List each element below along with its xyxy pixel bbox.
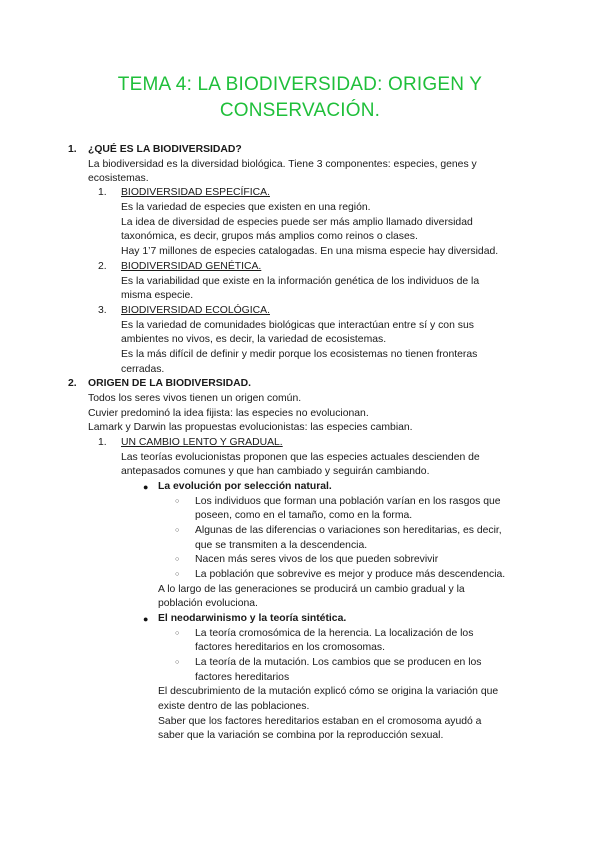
list-item-line: La teoría cromosómica de la herencia. La localización de los bbox=[195, 628, 474, 639]
paragraph-line: existe dentro de las poblaciones. bbox=[158, 701, 310, 712]
circle-bullet-icon: ○ bbox=[175, 556, 180, 563]
circle-bullet-icon: ○ bbox=[175, 571, 180, 578]
paragraph-line: misma especie. bbox=[121, 290, 194, 301]
list-item-line: La población que sobrevive es mejor y produce más descendencia. bbox=[195, 569, 506, 580]
paragraph-line: saber que la variación se combina por la reproducción sexual. bbox=[158, 730, 444, 741]
subsection-1-2-heading: BIODIVERSIDAD GENÉTICA. bbox=[121, 261, 262, 272]
list-item-line: Los individuos que forman una población varían en los rasgos que bbox=[195, 496, 501, 507]
paragraph-line: antepasados comunes y que han cambiado y seguirán cambiando. bbox=[121, 466, 430, 477]
document-title-line-2: CONSERVACIÓN. bbox=[219, 100, 381, 121]
subsection-2-1-number: 1. bbox=[98, 437, 107, 448]
list-item-line: Nacen más seres vivos de los que pueden sobrevivir bbox=[195, 554, 439, 565]
list-item-line: Algunas de las diferencias o variaciones son hereditarias, es decir, bbox=[195, 525, 502, 536]
document-title-line-1: TEMA 4: LA BIODIVERSIDAD: ORIGEN Y bbox=[117, 74, 483, 95]
paragraph-line: Hay 1’7 millones de especies catalogadas. En una misma especie hay diversidad. bbox=[121, 246, 499, 257]
section-1-heading: ¿QUÉ ES LA BIODIVERSIDAD? bbox=[88, 144, 242, 155]
list-item-line: poseen, como en el tamaño, como en la forma. bbox=[195, 510, 413, 521]
section-2-number: 2. bbox=[68, 378, 77, 389]
paragraph-line: Todos los seres vivos tienen un origen común. bbox=[88, 393, 302, 404]
circle-bullet-icon: ○ bbox=[175, 498, 180, 505]
paragraph-line: Es la más difícil de definir y medir porque los ecosistemas no tienen fronteras bbox=[121, 349, 478, 360]
subsection-1-1-heading: BIODIVERSIDAD ESPECÍFICA. bbox=[121, 187, 270, 198]
bullet-icon: ● bbox=[143, 482, 149, 492]
bullet-heading: La evolución por selección natural. bbox=[158, 481, 332, 492]
paragraph-line: El descubrimiento de la mutación explicó cómo se origina la variación que bbox=[158, 686, 499, 697]
circle-bullet-icon: ○ bbox=[175, 659, 180, 666]
list-item-line: factores hereditarios en los cromosomas. bbox=[195, 642, 385, 653]
paragraph-line: Es la variedad de comunidades biológicas que interactúan entre sí y con sus bbox=[121, 320, 474, 331]
subsection-1-1-number: 1. bbox=[98, 187, 107, 198]
section-1-intro-line: La biodiversidad es la diversidad biológica. Tiene 3 componentes: especies, genes y bbox=[88, 159, 477, 170]
subsection-2-1-heading: UN CAMBIO LENTO Y GRADUAL. bbox=[121, 437, 283, 448]
paragraph-line: Saber que los factores hereditarios estaban en el cromosoma ayudó a bbox=[158, 716, 482, 727]
circle-bullet-icon: ○ bbox=[175, 630, 180, 637]
list-item-line: que se transmiten a la descendencia. bbox=[195, 540, 368, 551]
bullet-icon: ● bbox=[143, 614, 149, 624]
paragraph-line: taxonómica, es decir, grupos más amplios como reinos o clases. bbox=[121, 231, 418, 242]
list-item-line: La teoría de la mutación. Los cambios que se producen en los bbox=[195, 657, 482, 668]
paragraph-line: Lamark y Darwin las propuestas evolucionistas: las especies cambian. bbox=[88, 422, 413, 433]
paragraph-line: Es la variabilidad que existe en la información genética de los individuos de la bbox=[121, 276, 480, 287]
subsection-1-3-heading: BIODIVERSIDAD ECOLÓGICA. bbox=[121, 305, 270, 316]
paragraph-line: La idea de diversidad de especies puede ser más amplio llamado diversidad bbox=[121, 217, 473, 228]
list-item-line: factores hereditarios bbox=[195, 672, 290, 683]
circle-bullet-icon: ○ bbox=[175, 527, 180, 534]
paragraph-line: Es la variedad de especies que existen en una región. bbox=[121, 202, 371, 213]
section-1-number: 1. bbox=[68, 144, 77, 155]
subsection-1-2-number: 2. bbox=[98, 261, 107, 272]
paragraph-line: A lo largo de las generaciones se producirá un cambio gradual y la bbox=[158, 584, 465, 595]
paragraph-line: Cuvier predominó la idea fijista: las especies no evolucionan. bbox=[88, 408, 369, 419]
section-1-intro-line: ecosistemas. bbox=[88, 173, 149, 184]
section-2-heading: ORIGEN DE LA BIODIVERSIDAD. bbox=[88, 378, 251, 389]
paragraph-line: ambientes no vivos, es decir, la variedad de ecosistemas. bbox=[121, 334, 387, 345]
paragraph-line: cerradas. bbox=[121, 364, 165, 375]
bullet-heading: El neodarwinismo y la teoría sintética. bbox=[158, 613, 347, 624]
subsection-1-3-number: 3. bbox=[98, 305, 107, 316]
paragraph-line: población evoluciona. bbox=[158, 598, 258, 609]
paragraph-line: Las teorías evolucionistas proponen que las especies actuales descienden de bbox=[121, 452, 480, 463]
